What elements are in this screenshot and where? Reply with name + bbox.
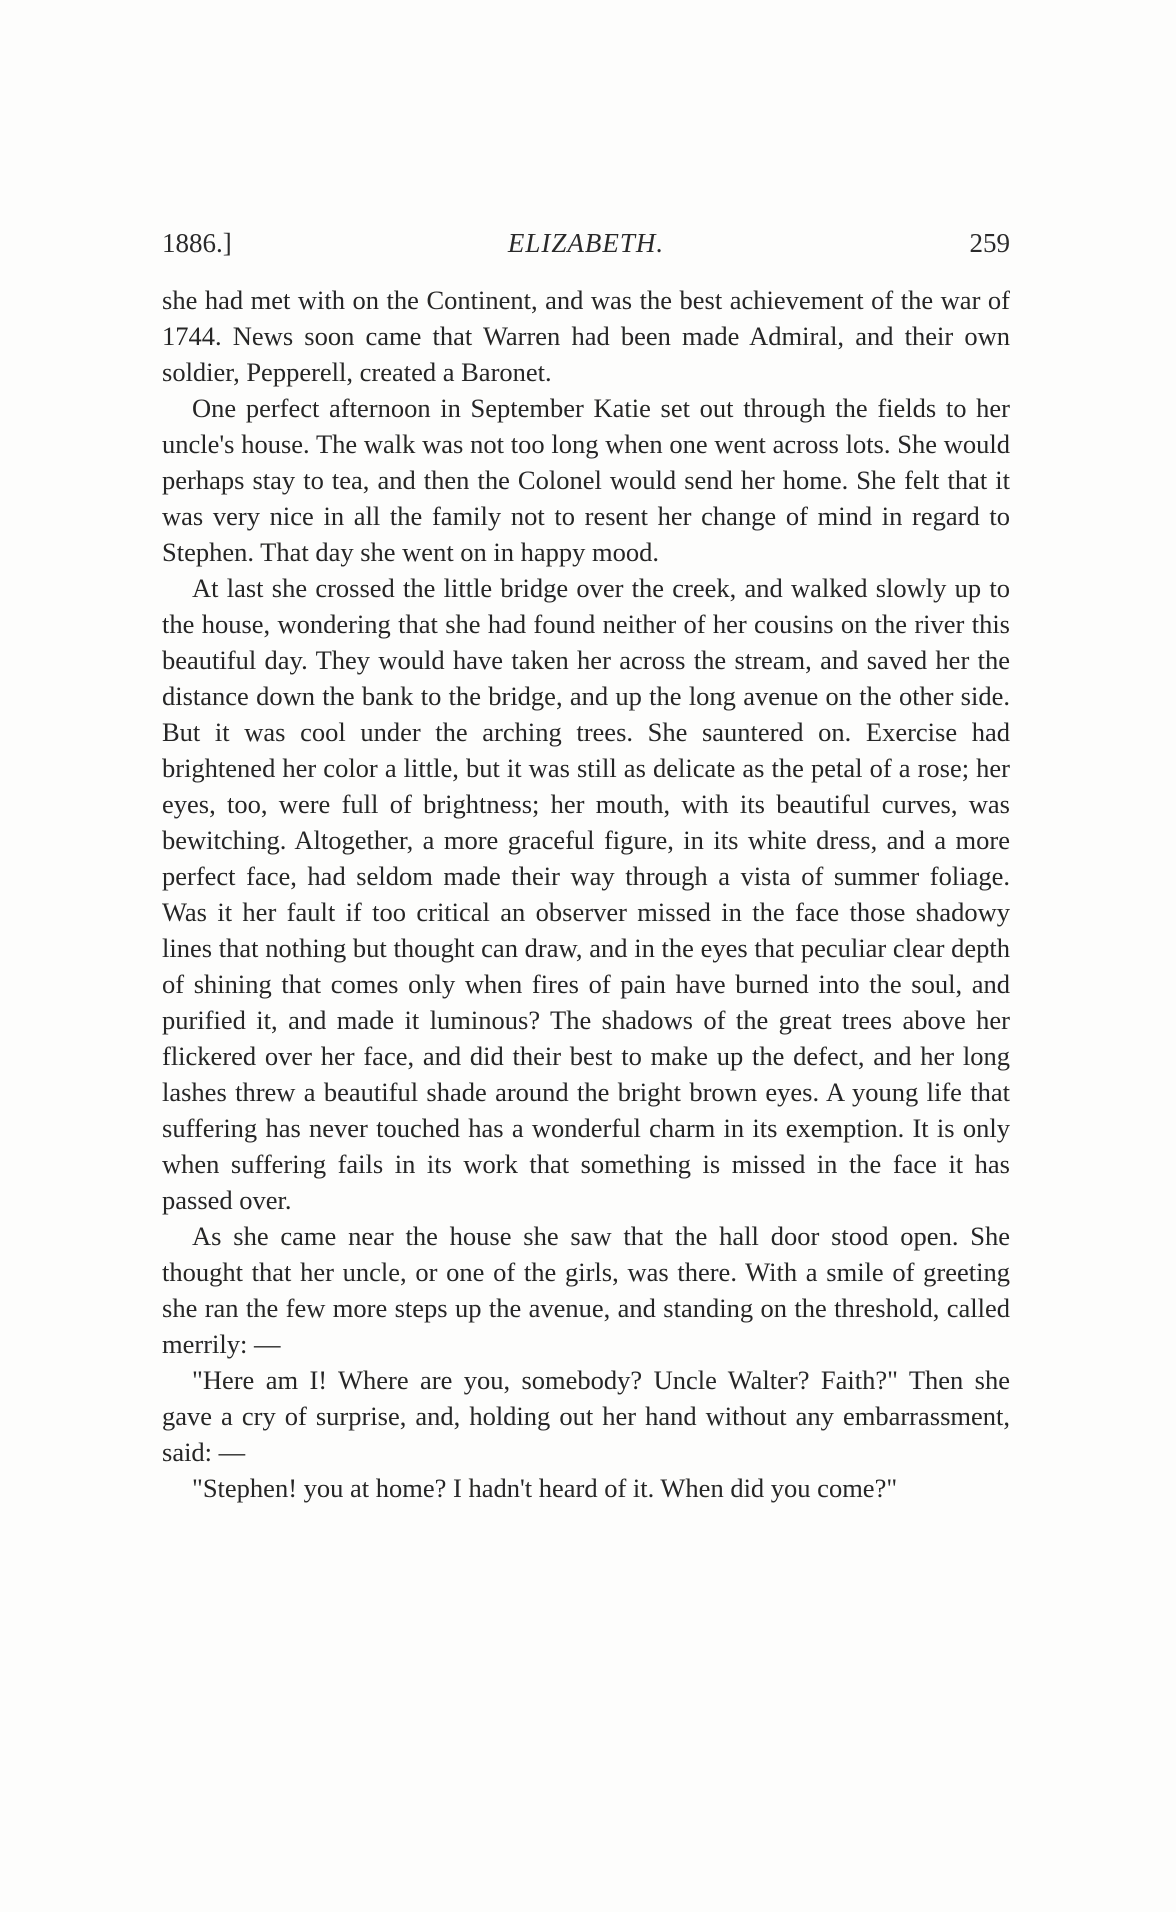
paragraph-3: At last she crossed the little bridge over the creek, and walked slowly up to the house, wondering that she had found neither of her cousins on the river this beautiful day. They would have taken her across the stream, and saved her the distance down the bank to the bridge, and up the long avenue on the other side. But it was cool under the arching trees. She sauntered on. Exercise had brightened her color a little, but it was still as delicate as the petal of a rose; her eyes, too, were full of brightness; her mouth, with its beautiful curves, was bewitching. Altogether, a more graceful figure, in its white dress, and a more perfect face, had seldom made their way through a vista of summer foliage. Was it her fault if too critical an observer missed in the face those shadowy lines that nothing but thought can draw, and in the eyes that peculiar clear depth of shining that comes only when fires of pain have burned into the soul, and purified it, and made it luminous? The shadows of the great trees above her flickered over her face, and did their best to make up the defect, and her long lashes threw a beautiful shade around the bright brown eyes. A young life that suffering has never touched has a wonderful charm in its exemption. It is only when suffering fails in its work that something is missed in the face it has passed over. <box>162 573 1010 1215</box>
running-header <box>162 228 1010 268</box>
header-title: ELIZABETH. <box>507 228 665 258</box>
paragraph-1: she had met with on the Continent, and was the best achievement of the war of 1744. News soon came that Warren had been made Admiral, and their own soldier, Pepperell, created a Baronet. <box>162 285 1010 387</box>
page-number: 259 <box>969 228 1010 258</box>
paragraph-6: "Stephen! you at home? I hadn't heard of it. When did you come?" <box>192 1473 898 1503</box>
header-year: 1886.] <box>162 228 232 258</box>
body-text <box>162 282 1010 1506</box>
paragraph-5: "Here am I! Where are you, somebody? Uncle Walter? Faith?" Then she gave a cry of surprise, and, holding out her hand without any embarrassment, said: — <box>162 1365 1010 1467</box>
paragraph-4: As she came near the house she saw that the hall door stood open. She thought that her uncle, or one of the girls, was there. With a smile of greeting she ran the few more steps up the avenue, and standing on the threshold, called merrily: — <box>162 1221 1010 1359</box>
paragraph-2: One perfect afternoon in September Katie set out through the fields to her uncle's house. The walk was not too long when one went across lots. She would perhaps stay to tea, and then the Colonel would send her home. She felt that it was very nice in all the family not to resent her change of mind in regard to Stephen. That day she went on in happy mood. <box>162 393 1010 567</box>
